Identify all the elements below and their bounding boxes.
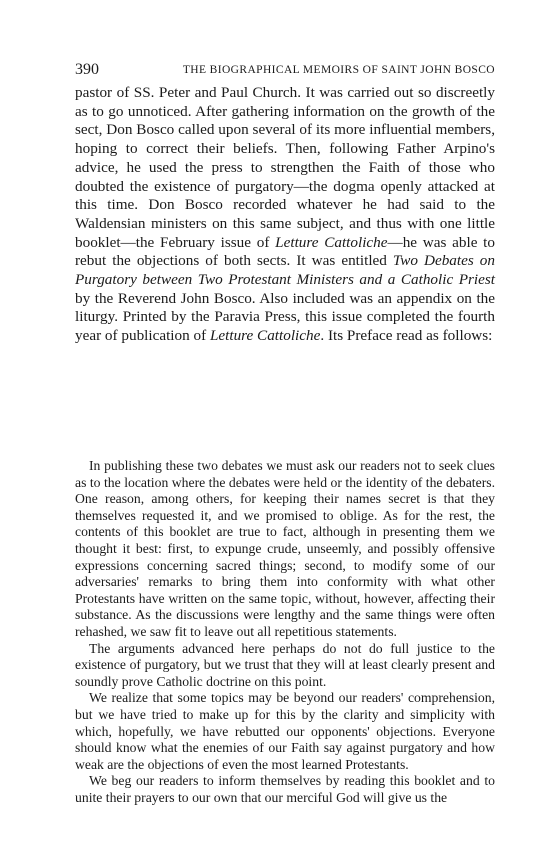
preface-quote bbox=[75, 458, 495, 806]
quote-paragraph: We realize that some topics may be beyond our readers' comprehension, but we have tried to make up for this by the clarity and simplicity with which, hopefully, we have rebutted our opponents' objections. Everyone should know what the enemies of our Faith say against purgatory and how weak are the objections of even the most learned Protestants. bbox=[75, 690, 495, 772]
italic-title: Two Debates on Purgatory between Two Protestant Ministers and a Catholic Priest bbox=[75, 252, 495, 289]
page-header bbox=[75, 60, 495, 80]
running-head: THE BIOGRAPHICAL MEMOIRS OF SAINT JOHN BOSCO bbox=[182, 64, 495, 76]
body-text: —he was able to rebut the objections of both sects. It was entitled bbox=[75, 233, 495, 270]
italic-title: Letture Cattoliche bbox=[209, 327, 321, 345]
quote-paragraph: The arguments advanced here perhaps do not do full justice to the existence of purgatory, but we trust that they will at least clearly present and soundly prove Catholic doctrine on this point. bbox=[75, 640, 495, 689]
page-number: 390 bbox=[75, 61, 99, 78]
italic-title: Letture Cattoliche bbox=[275, 233, 388, 251]
quote-paragraph: In publishing these two debates we must ask our readers not to seek clues as to the location where the debates were held or the identity of the debaters. One reason, among others, for keeping their names secret is that they themselves requested it, and we promised to oblige. As for the rest, the contents of this booklet are true to fact, although in presenting them we thought it best: first, to expunge crude, unseemly, and possibly offensive expressions concerning sacred things; second, to modify some of our adversaries' remarks to bring them into conformity with what other Protestants have written on the same topic, without, however, affecting their substance. As the discussions were lengthy and the same things were often rehashed, we saw fit to leave out all repetitious statements. bbox=[75, 458, 495, 639]
body-paragraph bbox=[75, 84, 495, 346]
body-text: by the Reverend John Bosco. Also included was an appendix on the liturgy. Printed by the Paravia Press, this issue completed the fourth year of publication of bbox=[75, 289, 495, 345]
body-text: . Its Preface read as follows: bbox=[320, 327, 493, 345]
quote-paragraph: We beg our readers to inform themselves by reading this booklet and to unite their prayers to our own that our merciful God will give us the bbox=[75, 773, 495, 805]
body-text: pastor of SS. Peter and Paul Church. It was carried out so discreetly as to go unnoticed. After gathering information on the growth of the sect, Don Bosco called upon several of its more influential members, hoping to correct their beliefs. Then, following Father Arpino's advice, he used the press to strengthen the Faith of those who doubted the existence of purgatory—the dogma openly attacked at this time. Don Bosco recorded whatever he had said to the Waldensian ministers on this same subject, and thus with one little booklet—the February issue of bbox=[75, 84, 495, 251]
